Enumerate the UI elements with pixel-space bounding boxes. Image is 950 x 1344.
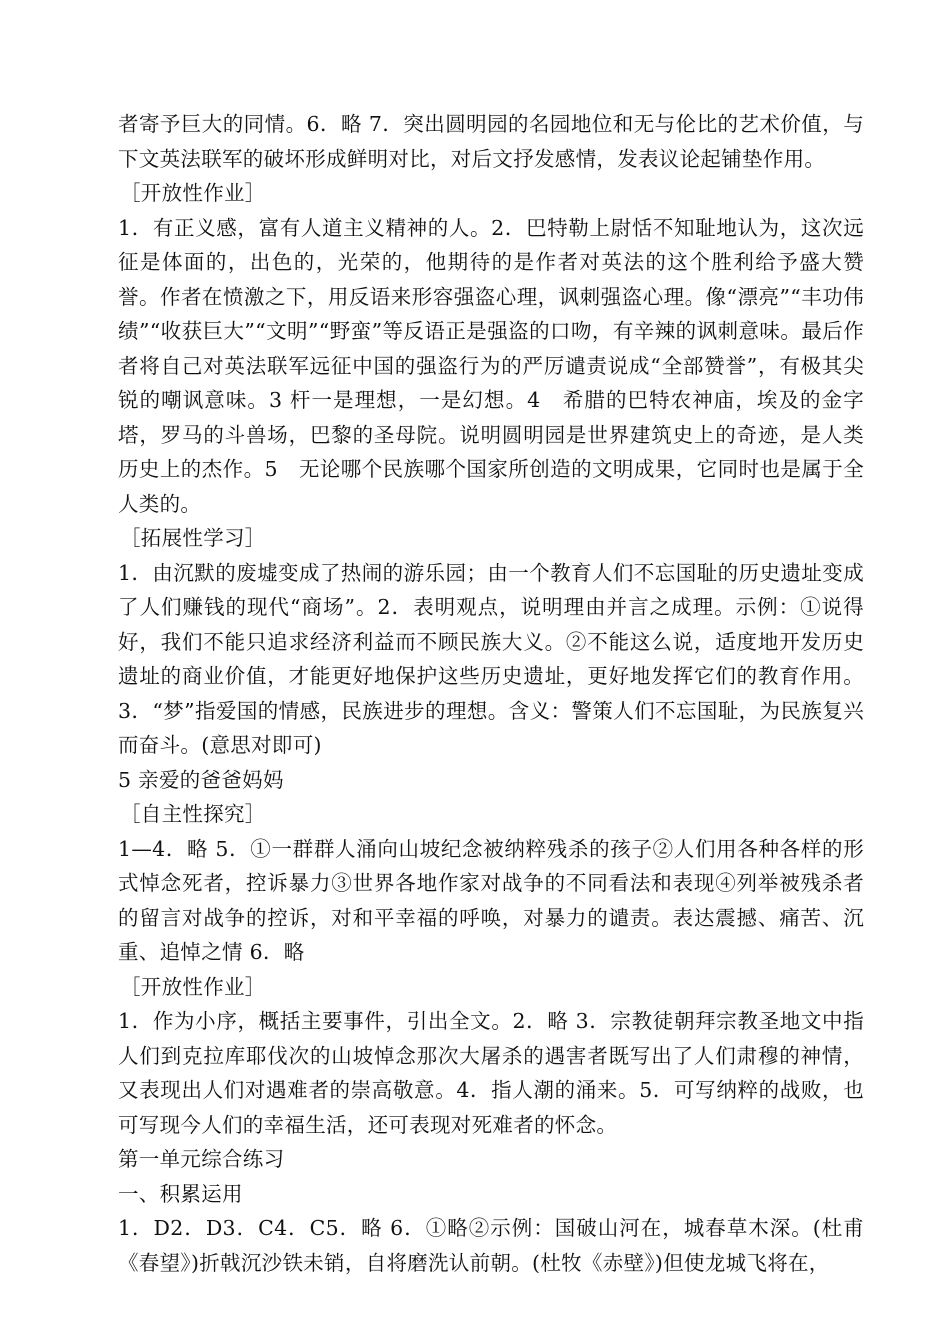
section-heading-open-homework-2: ［开放性作业］ [120,974,266,999]
part-one-heading: 一、积累运用 [118,1181,243,1206]
answer-paragraph-4: 1—4．略 5．①一群群人涌向山坡纪念被纳粹残杀的孩子②人们用各种各样的形式悼念死者，控诉暴力③世界各地作家对战争的不同看法和表现④列举被残杀者的留言对战争的控诉，对和平幸福的呼唤，对暴力的谴责。表达震撼、痛苦、沉重、追悼之情 6．略 [118,836,864,964]
unit-review-title: 第一单元综合练习 [118,1147,285,1171]
section-heading-open-homework: ［开放性作业］ [120,181,266,205]
answer-paragraph-2: 1．有正义感，富有人道主义精神的人。2．巴特勒上尉恬不知耻地认为，这次远征是体面的，出色的，光荣的，他期待的是作者对英法的这个胜利给予盛大赞誉。作者在愤激之下，用反语来形容强盗心理，讽刺强盗心理。像“漂亮”“丰功伟绩”“收获巨大”“文明”“野蛮”等反语正是强盗的口吻，有辛辣的讽刺意味。最后作者将自己对英法联军远征中国的强盗行为的严厉谴责说成“全部赞誉”，有极其尖锐的嘲讽意味。3 杆一是理想，一是幻想。4 希腊的巴特农神庙，埃及的金字塔，罗马的斗兽场，巴黎的圣母院。说明圆明园是世界建筑史上的奇迹，是人类历史上的杰作。5 无论哪个民族哪个国家所创造的文明成果，它同时也是属于全人类的。 [118,215,864,516]
answer-paragraph-6: 1．D2．D3．C4．C5．略 6．①略②示例：国破山河在，城春草木深。(杜甫《春望》)折戟沉沙铁未销，自将磨洗认前朝。(杜牧《赤壁》)但使龙城飞将在， [118,1216,864,1275]
lesson-title: 5 亲爱的爸爸妈妈 [118,767,284,792]
answer-paragraph-1: 者寄予巨大的同情。6．略 7．突出圆明园的名园地位和无与伦比的艺术价值，与下文英法联军的破坏形成鲜明对比，对后文抒发感情，发表议论起铺垫作用。 [118,112,864,171]
answer-paragraph-3: 1．由沉默的废墟变成了热闹的游乐园；由一个教育人们不忘国耻的历史遗址变成了人们赚钱的现代“商场”。2．表明观点，说明理由并言之成理。示例：①说得好，我们不能只追求经济利益而不顾民族大义。②不能这么说，适度地开发历史遗址的商业价值，才能更好地保护这些历史遗址，更好地发挥它们的教育作用。3．“梦”指爱国的情感，民族进步的理想。含义：警策人们不忘国耻，为民族复兴而奋斗。(意思对即可) [118,560,864,757]
section-heading-self-inquiry: ［自主性探究］ [120,802,266,826]
answer-paragraph-5: 1．作为小序，概括主要事件，引出全文。2．略 3．宗教徒朝拜宗教圣地文中指人们到克拉库耶伐次的山坡悼念那次大屠杀的遇害者既写出了人们肃穆的神情，又表现出人们对遇难者的崇高敬意。4．指人潮的涌来。5．可写纳粹的战败，也可写现今人们的幸福生活，还可表现对死难者的怀念。 [118,1009,864,1137]
section-heading-extended-study: ［拓展性学习］ [120,526,266,550]
document-page [118,107,864,1280]
